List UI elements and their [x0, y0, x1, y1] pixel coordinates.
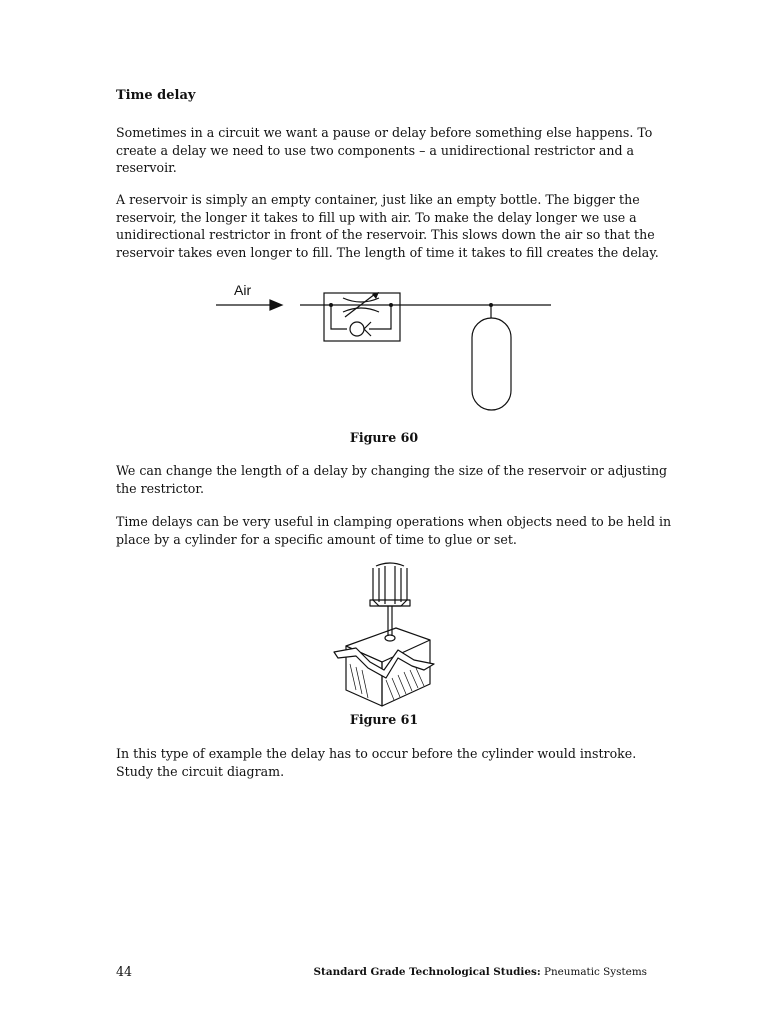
paragraph-intro: Sometimes in a circuit we want a pause or delay before something else happens. To create a delay we need to use two components – a unidirectional restrictor and a reservoir.	[116, 125, 653, 176]
workpiece-sheet	[334, 648, 434, 678]
footer-title-bold: Standard Grade Technological Studies:	[313, 966, 541, 978]
rod-end	[385, 635, 395, 641]
paragraph-adjust: We can change the length of a delay by changing the size of the reservoir or adjusting the restrictor.	[116, 463, 668, 496]
air-label: Air	[234, 282, 252, 298]
section-heading: Time delay	[116, 88, 196, 103]
figure-60-caption: Figure 60	[349, 430, 419, 445]
paragraph-reservoir: A reservoir is simply an empty container, just like an empty bottle. The bigger the reservoir, the longer it takes to fill up with air. To make the delay longer we use a unidirectional restrictor in front of the reservoir. This slows down the air so that the reservoir takes even longer to fill. The length of time it takes to fill creates the delay.	[116, 192, 659, 260]
cylinder-top	[376, 563, 404, 566]
page-number: 44	[116, 964, 133, 979]
footer-title	[314, 966, 647, 978]
paragraph-instroke: In this type of example the delay has to occur before the cylinder would instroke. Study the circuit diagram.	[116, 746, 637, 779]
footer-title-rest: Pneumatic Systems	[540, 966, 647, 978]
figure-61-caption: Figure 61	[349, 712, 419, 727]
paragraph-clamping: Time delays can be very useful in clamping operations when objects need to be held in place by a cylinder for a specific amount of time to glue or set.	[116, 514, 672, 547]
